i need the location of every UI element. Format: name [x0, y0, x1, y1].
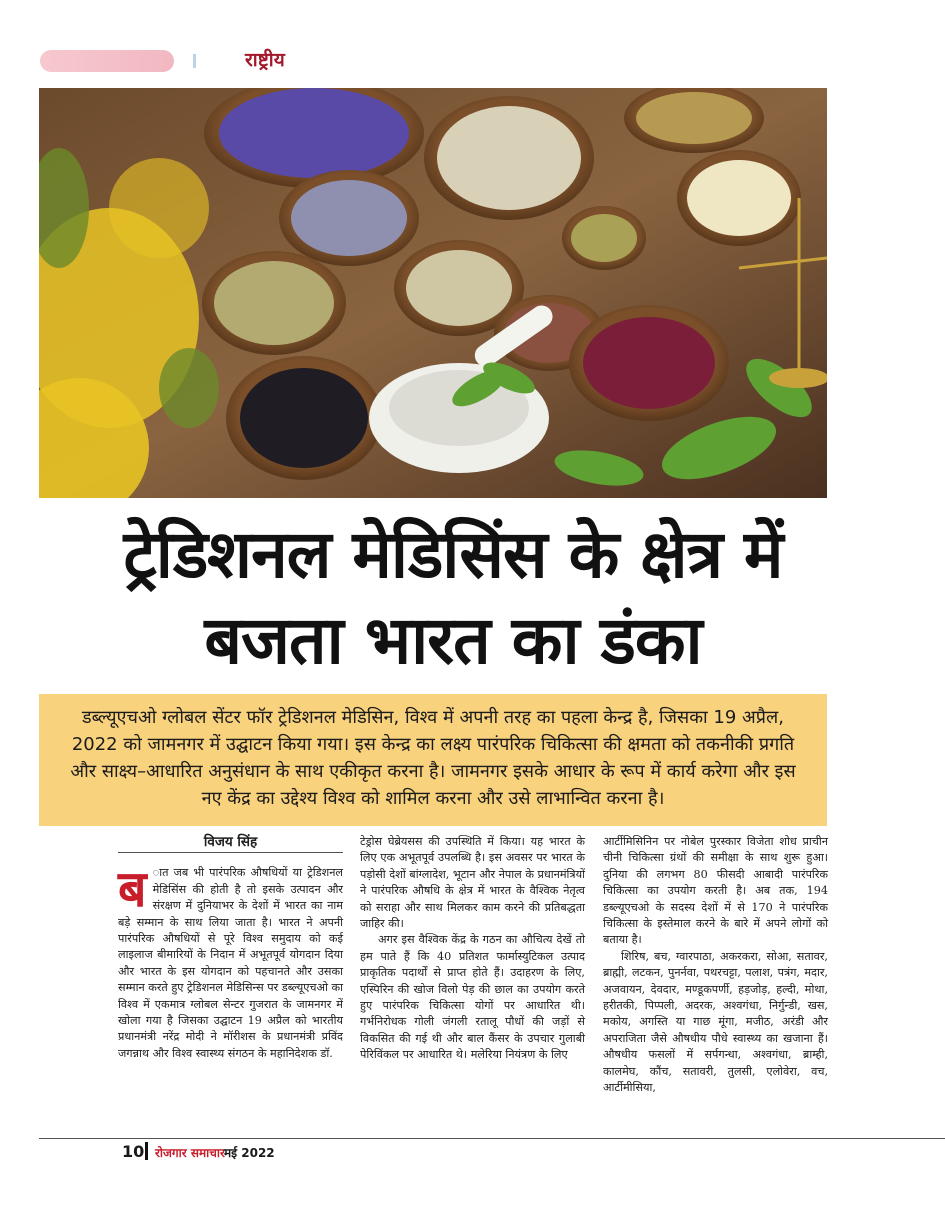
herbs-photo — [39, 88, 827, 498]
paragraph: अगर इस वैश्विक केंद्र के गठन का औचित्य देखें तो हम पाते हैं कि 40 प्रतिशत फार्मास्युटिकल उत्पाद प्राकृतिक पदार्थों से प्राप्त होते हैं। उदाहरण के लिए, एस्पिरिन की खोज विलो पेड़ की छाल का उपयोग करते हुए पारंपरिक चिकित्सा योगों पर आधारित थी। गर्भनिरोधक गोली जंगली रतालू पौधों की जड़ों से विकसित की गई थी और बाल कैंसर के उपचार गुलाबी पेरिविंकल पर आधारित थे। मलेरिया नियंत्रण के लिए — [360, 933, 585, 1062]
footer-divider — [145, 1142, 148, 1160]
header-divider — [193, 54, 196, 68]
footer-rule — [39, 1138, 945, 1139]
magazine-name: रोजगार समाचार — [155, 1146, 225, 1160]
drop-cap: ब — [118, 860, 147, 919]
intro-box — [39, 694, 827, 826]
headline-line-2: बजता भारत का डंका — [204, 602, 702, 679]
paragraph: शिरिष, बच, ग्वारपाठा, अकरकरा, सोआ, सतावर, ब्राह्मी, लटकन, पुनर्नवा, पथरचट्टा, पलाश, पत्रंग, मदार, अजवायन, देवदार, मण्डूकपर्णी, हड़जोड़, हल्दी, मोथा, हरीतकी, पिप्पली, अदरक, अश्वगंधा, निर्गुन्डी, खस, मकोय, अगस्ति या गाछ मूंगा, मजीठ, अरंडी और अपराजिता जैसे औषधीय पौधे स्वास्थ्य का खजाना हैं। औषधीय फसलों में सर्पगन्धा, अश्वगंधा, ब्राम्ही, कालमेघ, कौंच, सतावरी, तुलसी, एलोवेरा, वच, आर्टीमीसिया, — [603, 949, 828, 1095]
paragraph: टेड्रोस घेब्रेयसस की उपस्थिति में किया। यह भारत के लिए एक अभूतपूर्व उपलब्धि है। इस अवसर पर भारत के पड़ोसी देशों बांग्लादेश, भूटान और नेपाल के प्रधानमंत्रियों ने पारंपरिक औषधि के क्षेत्र में भारत के वैश्विक नेतृत्व को सराहा और साथ मिलकर काम करने की प्रतिबद्धता जाहिर की। — [360, 835, 585, 931]
section-header — [40, 50, 440, 72]
section-label: राष्ट्रीय — [245, 49, 285, 71]
headline — [39, 512, 867, 684]
paragraph: आर्टीमिसिनिन पर नोबेल पुरस्कार विजेता शोध प्राचीन चीनी चिकित्सा ग्रंथों की समीक्षा के साथ शुरू हुआ। दुनिया की लगभग 80 फीसदी आबादी पारंपरिक चिकित्सा का उपयोग करती है। अब तक, 194 डब्ल्यूएचओ के सदस्य देशों में से 170 ने पारंपरिक चिकित्सा के इस्तेमाल करने के बारे में अपने लोगों को बताया है। — [603, 835, 828, 947]
headline-line-1: ट्रेडिशनल मेडिसिंस के क्षेत्र में — [123, 516, 783, 593]
byline: विजय सिंह — [118, 834, 343, 853]
article-column-1 — [118, 834, 343, 1062]
page-number: 10 — [122, 1142, 145, 1161]
paragraph: ात जब भी पारंपरिक औषधियों या ट्रेडिशनल मेडिसिंस की होती है तो इसके उत्पादन और संरक्षण में दुनियाभर के देशों में भारत का नाम बड़े सम्मान के साथ लिया जाता है। भारत ने अपनी पारंपरिक औषधियों से पूरे विश्व समुदाय को कई लाइलाज बीमारियों के निदान में अभूतपूर्व योगदान दिया और भारत के इस योगदान को पहचानते और उसका सम्मान करते हुए ट्रेडिशनल मेडिसिन्स पर डब्ल्यूएचओ का विश्व में एकमात्र ग्लोबल सेन्टर गुजरात के जामनगर में खोला गया है जिसका उद्घाटन 19 अप्रैल को भारतीय प्रधानमंत्री नरेंद्र मोदी ने मॉरीशस के प्रधानमंत्री प्रविंद जगन्नाथ और विश्व स्वास्थ्य संगठन के महानिदेशक डॉ. — [118, 866, 344, 1060]
intro-text: डब्ल्यूएचओ ग्लोबल सेंटर फॉर ट्रेडिशनल मेडिसिन, विश्व में अपनी तरह का पहला केन्द्र है, जिसका 19 अप्रैल, 2022 को जामनगर में उद्घाटन किया गया। इस केन्द्र का लक्ष्य पारंपरिक चिकित्सा की क्षमता को तकनीकी प्रगति और साक्ष्य–आधारित अनुसंधान के साथ एकीकृत करना है। जामनगर इसके आधार के रूप में कार्य करेगा और इस नए केंद्र का उद्देश्य विश्व को शामिल करना और उसे लाभान्वित करना है। — [70, 707, 796, 809]
issue-date: मई 2022 — [224, 1146, 275, 1160]
section-tab-pill — [40, 50, 174, 72]
article-body — [118, 834, 828, 1124]
article-column-2 — [360, 834, 585, 1064]
article-column-3 — [603, 834, 828, 1097]
